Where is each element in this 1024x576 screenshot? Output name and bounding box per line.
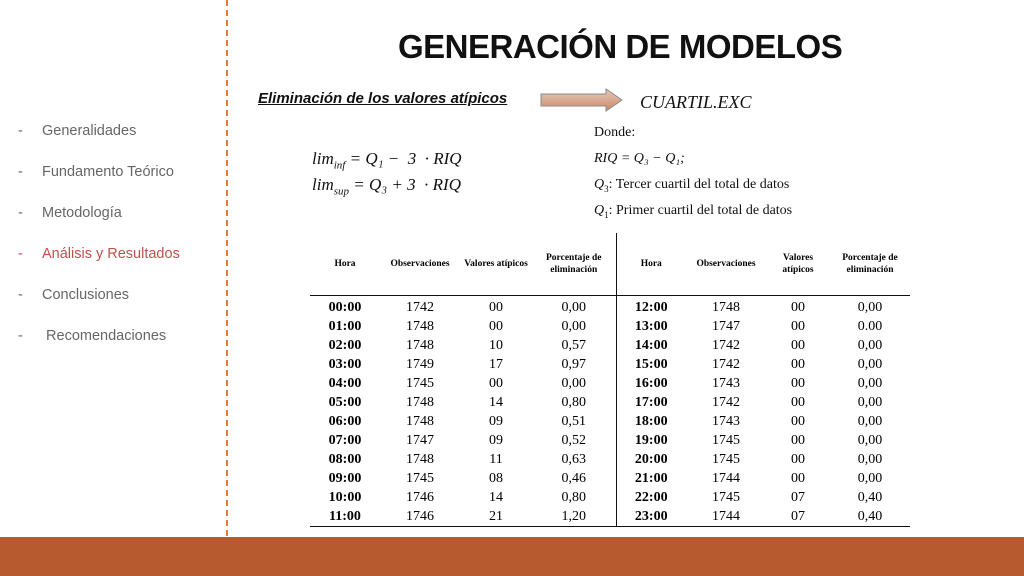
outliers-table <box>310 233 910 527</box>
cell-valores-atipicos: 11 <box>489 452 503 467</box>
cell-valores-atipicos: 00 <box>791 357 805 372</box>
col-header-porcentaje: Porcentaje de eliminación <box>532 233 616 296</box>
nav-bullet: - <box>18 164 23 180</box>
formula-lim-sup <box>312 175 461 197</box>
cell-hora: 17:00 <box>616 393 686 412</box>
cell-hora: 19:00 <box>616 431 686 450</box>
cell-valores-atipicos: 00 <box>791 338 805 353</box>
formula-subscript: sup <box>333 185 350 198</box>
cell-valores-atipicos: 00 <box>791 319 805 334</box>
nav-item-label: Metodología <box>42 205 122 221</box>
cell-hora: 21:00 <box>616 469 686 488</box>
table-row <box>310 469 910 488</box>
cell-porcentaje: 0,00 <box>857 395 883 410</box>
nav-item-label: Recomendaciones <box>42 328 167 344</box>
col-header-valores-atipicos: Valores atípicos <box>766 233 830 296</box>
cell-porcentaje: 0,00 <box>857 452 883 467</box>
cell-valores-atipicos: 00 <box>791 300 805 315</box>
nav-item-conclusiones[interactable] <box>18 287 180 328</box>
cell-valores-atipicos: 14 <box>489 490 503 505</box>
cell-hora: 03:00 <box>328 357 362 372</box>
table-header-row <box>310 233 910 296</box>
nav-item-label: Fundamento Teórico <box>42 164 174 180</box>
method-label: CUARTIL.EXC <box>640 92 752 112</box>
col-header-valores-atipicos: Valores atípicos <box>460 233 532 296</box>
cell-valores-atipicos: 09 <box>489 414 503 429</box>
cell-valores-atipicos: 10 <box>489 338 503 353</box>
nav-bullet: - <box>18 328 23 344</box>
cell-porcentaje: 0,00 <box>561 376 586 391</box>
cell-observaciones: 1745 <box>406 471 434 486</box>
cell-porcentaje: 0,00 <box>561 300 586 315</box>
formula-subscript: inf <box>333 159 346 172</box>
cell-valores-atipicos: 14 <box>489 395 503 410</box>
cell-porcentaje: 0,00 <box>857 338 883 353</box>
cell-observaciones: 1742 <box>406 300 434 315</box>
cell-hora: 10:00 <box>328 490 362 505</box>
col-header-observaciones: Observaciones <box>380 233 460 296</box>
cell-observaciones: 1746 <box>406 490 434 505</box>
cell-hora: 18:00 <box>616 412 686 431</box>
cell-observaciones: 1749 <box>406 357 434 372</box>
table-row <box>310 431 910 450</box>
nav-item-fundamento-teorico[interactable] <box>18 164 180 205</box>
cell-porcentaje: 0,57 <box>561 338 586 353</box>
cell-hora: 12:00 <box>616 296 686 318</box>
cell-hora: 16:00 <box>616 374 686 393</box>
cell-hora: 08:00 <box>328 452 362 467</box>
nav-bullet: - <box>18 246 23 262</box>
cell-observaciones: 1742 <box>712 357 740 372</box>
nav-bullet: - <box>18 287 23 303</box>
cell-hora: 15:00 <box>616 355 686 374</box>
table-row <box>310 507 910 527</box>
cell-valores-atipicos: 00 <box>489 376 503 391</box>
cell-observaciones: 1748 <box>406 319 434 334</box>
q3-subscript: 3 <box>604 183 609 194</box>
cell-observaciones: 1743 <box>712 414 740 429</box>
q1-definition <box>594 203 792 220</box>
cell-porcentaje: 0,00 <box>857 376 883 391</box>
table-row <box>310 488 910 507</box>
footer-bar <box>0 537 1024 576</box>
cell-observaciones: 1744 <box>686 507 766 527</box>
cell-observaciones: 1745 <box>712 433 740 448</box>
nav-item-label: Conclusiones <box>42 287 130 303</box>
section-subtitle: Eliminación de los valores atípicos <box>258 90 508 107</box>
table-row <box>310 317 910 336</box>
formula-lim-inf <box>312 149 462 171</box>
col-header-porcentaje: Porcentaje de eliminación <box>830 233 910 296</box>
cell-observaciones: 1742 <box>712 395 740 410</box>
cell-observaciones: 1744 <box>712 471 740 486</box>
cell-porcentaje: 0,40 <box>857 490 883 505</box>
cell-porcentaje: 0.00 <box>857 319 883 334</box>
cell-hora: 01:00 <box>328 319 362 334</box>
cell-porcentaje: 0,00 <box>857 357 883 372</box>
cell-valores-atipicos: 00 <box>791 433 805 448</box>
cell-valores-atipicos: 17 <box>489 357 503 372</box>
cell-porcentaje: 0,40 <box>830 507 910 527</box>
cell-valores-atipicos: 21 <box>460 507 532 527</box>
table-row <box>310 296 910 318</box>
q1-text: : Primer cuartil del total de datos <box>608 203 793 218</box>
slide-title: GENERACIÓN DE MODELOS <box>398 28 843 65</box>
nav-bullet: - <box>18 205 23 221</box>
cell-observaciones: 1747 <box>406 433 434 448</box>
formula-lhs: lim <box>312 149 334 168</box>
cell-porcentaje: 0,80 <box>561 395 586 410</box>
formula-rhs: = Q₁ − 3 · RIQ <box>345 149 462 168</box>
table-row <box>310 374 910 393</box>
cell-observaciones: 1748 <box>712 300 740 315</box>
cell-valores-atipicos: 00 <box>489 300 503 315</box>
sidebar-divider <box>226 0 228 536</box>
cell-valores-atipicos: 07 <box>791 490 805 505</box>
table-row <box>310 336 910 355</box>
cell-porcentaje: 0,00 <box>857 414 883 429</box>
cell-observaciones: 1748 <box>406 414 434 429</box>
cell-hora: 20:00 <box>616 450 686 469</box>
sidebar-nav <box>18 123 180 369</box>
nav-item-label: Generalidades <box>42 123 137 139</box>
cell-hora: 14:00 <box>616 336 686 355</box>
cell-hora: 06:00 <box>328 414 362 429</box>
table-body <box>310 296 910 527</box>
cell-hora: 04:00 <box>328 376 362 391</box>
col-header-hora: Hora <box>310 233 380 296</box>
cell-observaciones: 1748 <box>406 452 434 467</box>
cell-hora: 23:00 <box>616 507 686 527</box>
q1-subscript: 1 <box>604 209 609 220</box>
cell-porcentaje: 0,00 <box>561 319 586 334</box>
nav-item-label: Análisis y Resultados <box>42 246 180 262</box>
nav-item-generalidades[interactable] <box>18 123 180 164</box>
q3-definition <box>594 177 789 194</box>
q3-symbol: Q <box>594 177 605 192</box>
cell-porcentaje: 0,63 <box>561 452 586 467</box>
cell-valores-atipicos: 00 <box>791 452 805 467</box>
cell-porcentaje: 1,20 <box>532 507 616 527</box>
cell-observaciones: 1745 <box>712 490 740 505</box>
nav-item-recomendaciones[interactable] <box>18 328 180 369</box>
cell-porcentaje: 0,52 <box>561 433 586 448</box>
cell-hora: 22:00 <box>616 488 686 507</box>
cell-porcentaje: 0,00 <box>857 300 883 315</box>
formula-lhs: lim <box>312 175 334 194</box>
cell-valores-atipicos: 00 <box>791 471 805 486</box>
cell-observaciones: 1746 <box>380 507 460 527</box>
table-row <box>310 393 910 412</box>
cell-observaciones: 1747 <box>712 319 740 334</box>
cell-observaciones: 1743 <box>712 376 740 391</box>
cell-observaciones: 1742 <box>712 338 740 353</box>
cell-porcentaje: 0,00 <box>857 433 883 448</box>
nav-bullet: - <box>18 123 23 139</box>
cell-valores-atipicos: 00 <box>791 395 805 410</box>
cell-hora: 07:00 <box>328 433 362 448</box>
cell-hora: 09:00 <box>328 471 362 486</box>
cell-observaciones: 1745 <box>406 376 434 391</box>
cell-porcentaje: 0,97 <box>561 357 586 372</box>
q3-text: : Tercer cuartil del total de datos <box>608 177 790 192</box>
col-header-hora: Hora <box>616 233 686 296</box>
table-row <box>310 355 910 374</box>
cell-porcentaje: 0,00 <box>857 471 883 486</box>
cell-valores-atipicos: 09 <box>489 433 503 448</box>
col-header-observaciones: Observaciones <box>686 233 766 296</box>
nav-item-metodologia[interactable] <box>18 205 180 246</box>
cell-hora: 00:00 <box>328 300 362 315</box>
nav-item-analisis-resultados[interactable] <box>18 246 180 287</box>
cell-valores-atipicos: 08 <box>489 471 503 486</box>
cell-hora: 13:00 <box>616 317 686 336</box>
cell-hora: 05:00 <box>328 395 362 410</box>
cell-porcentaje: 0,46 <box>561 471 586 486</box>
right-arrow-icon <box>540 88 624 112</box>
cell-hora: 11:00 <box>310 507 380 527</box>
cell-valores-atipicos: 00 <box>791 414 805 429</box>
cell-hora: 02:00 <box>328 338 362 353</box>
cell-porcentaje: 0,80 <box>561 490 586 505</box>
donde-label: Donde: <box>594 125 636 140</box>
q1-symbol: Q <box>594 203 605 218</box>
cell-observaciones: 1748 <box>406 338 434 353</box>
table-row <box>310 450 910 469</box>
formula-rhs: = Q₃ + 3 · RIQ <box>349 175 461 194</box>
cell-valores-atipicos: 00 <box>489 319 503 334</box>
cell-valores-atipicos: 07 <box>766 507 830 527</box>
riq-definition: RIQ = Q₃ − Q₁; <box>594 151 685 166</box>
table-row <box>310 412 910 431</box>
cell-valores-atipicos: 00 <box>791 376 805 391</box>
cell-observaciones: 1748 <box>406 395 434 410</box>
cell-observaciones: 1745 <box>712 452 740 467</box>
cell-porcentaje: 0,51 <box>561 414 586 429</box>
